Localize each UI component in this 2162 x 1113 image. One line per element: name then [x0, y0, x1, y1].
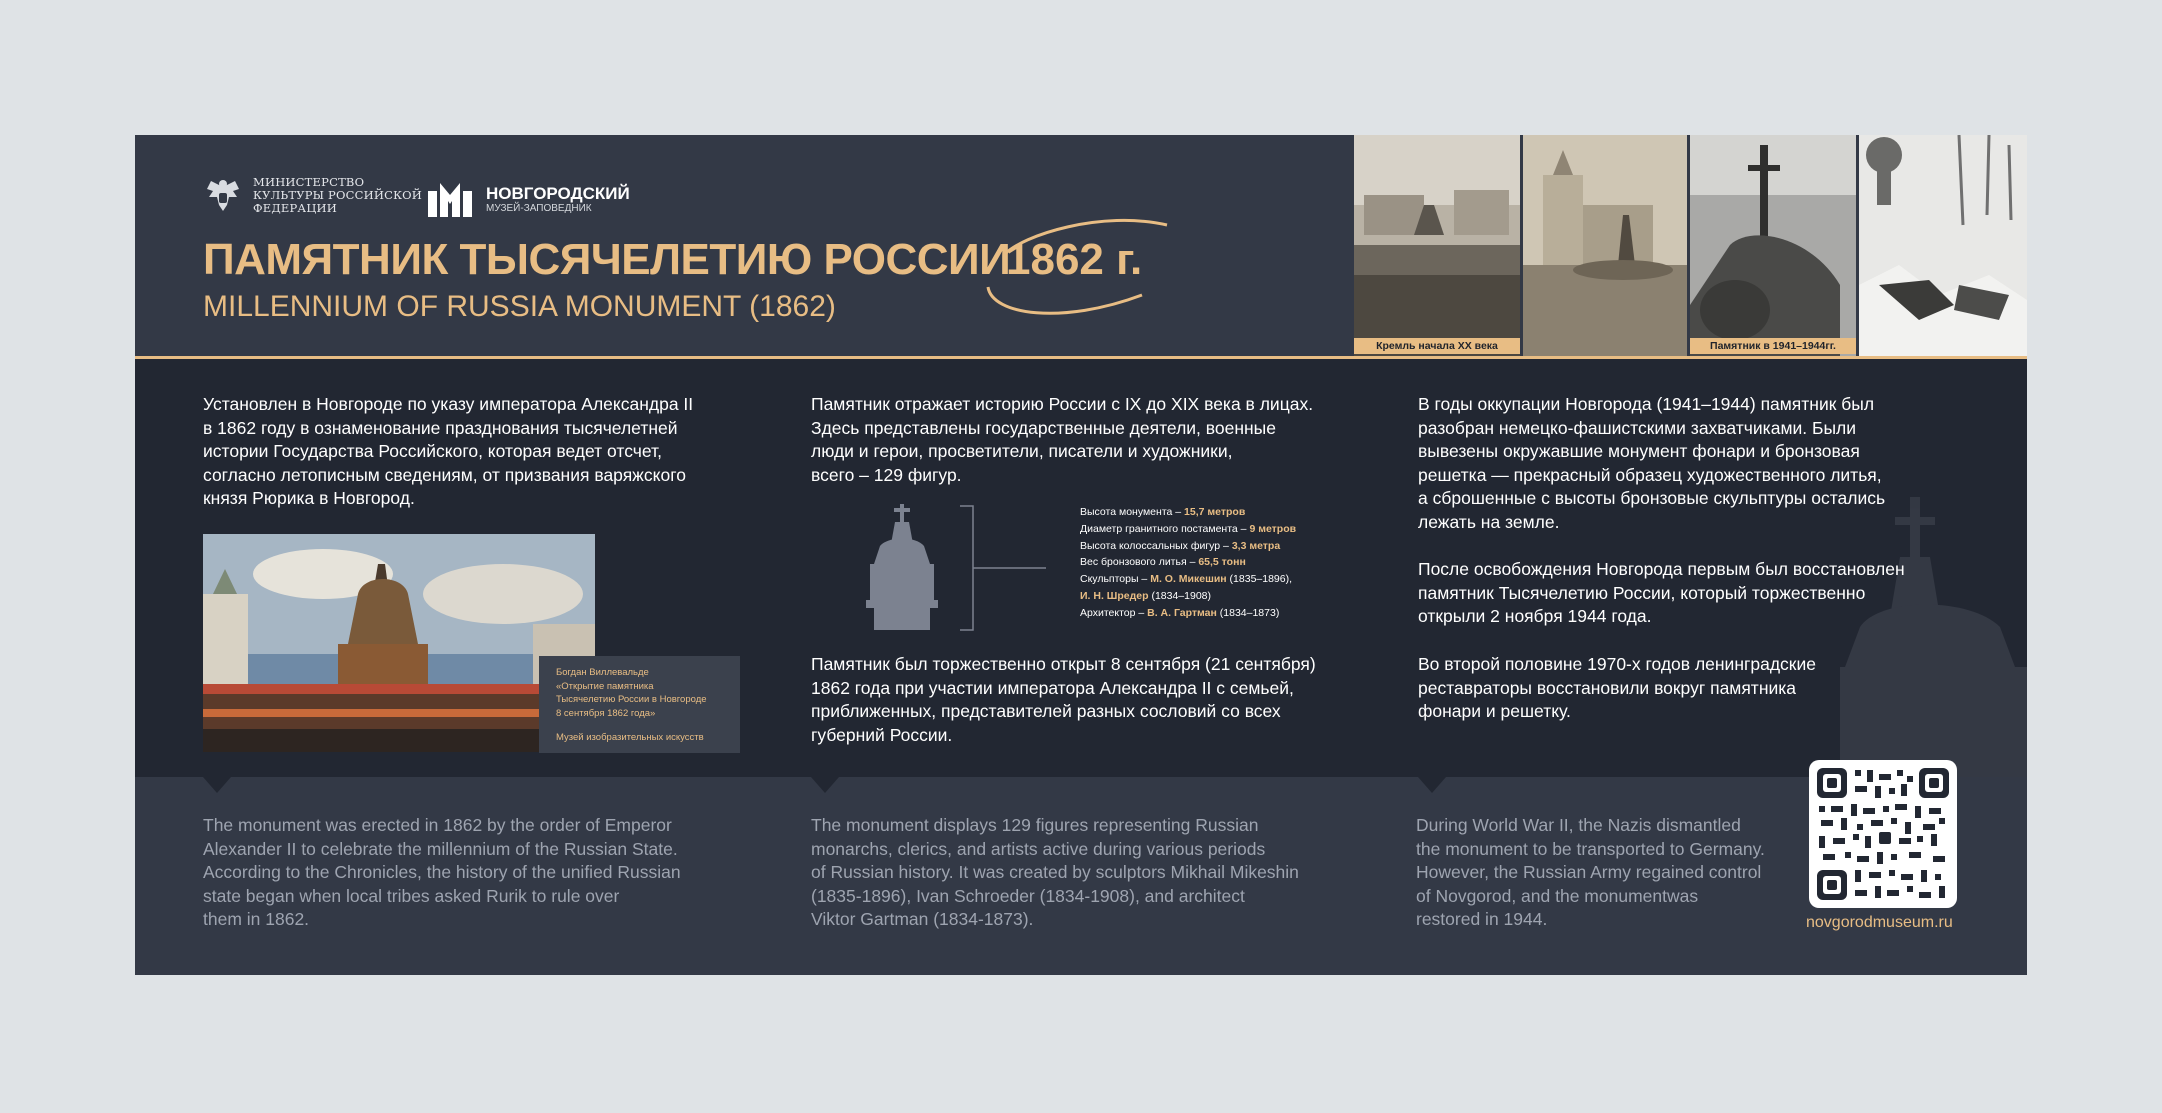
- band-notch: [811, 777, 839, 793]
- col1-ru-text: Установлен в Новгороде по указу императора Александра II в 1862 году в ознаменование празднования тысячелетней истории Государства Российского, которая ведет отсчет, согласно летописным сведениям, от призвания варяжского князя Рюрика в Новгород.: [203, 394, 694, 508]
- painting-caption-museum: Музей изобразительных искусств: [556, 732, 704, 743]
- monument-stats-list: [1080, 504, 1296, 622]
- col3-ru-text-p2: После освобождения Новгорода первым был восстановлен памятник Тысячелетию России, который торжественно открыли 2 ноября 1944 года.: [1418, 559, 1905, 626]
- header-band: [135, 135, 2027, 357]
- photo-kremlin-early-20c: [1354, 135, 1520, 356]
- col2-ru-text-top: Памятник отражает историю России с IX до XIX века в лицах. Здесь представлены государственные деятели, военные люди и герои, просветители, писатели и художники, всего – 129 фигур.: [811, 394, 1314, 485]
- photo-caption-1941: Памятник в 1941–1944гг.: [1690, 338, 1856, 354]
- stat-line: Скульпторы – М. О. Микешин (1835–1896),: [1080, 573, 1293, 586]
- page-title-ru: ПАМЯТНИК ТЫСЯЧЕЛЕТИЮ РОССИИ: [203, 235, 1011, 284]
- page-title-en: MILLENNIUM OF RUSSIA MONUMENT (1862): [203, 290, 836, 323]
- stat-line: И. Н. Шредер (1834–1908): [1080, 589, 1211, 602]
- museum-url-link[interactable]: novgorodmuseum.ru: [1806, 914, 1953, 931]
- painting-caption-title: Богдан Виллевальде «Открытие памятника Тысячелетию России в Новгороде 8 сентября 1862 года»: [556, 667, 707, 719]
- stat-line: Диаметр гранитного постамента – 9 метров: [1080, 522, 1297, 535]
- photo-caption-kremlin: Кремль начала XX века: [1354, 338, 1520, 354]
- painting-caption: [539, 656, 740, 753]
- museum-name: НОВГОРОДСКИЙ: [486, 184, 630, 203]
- museum-subtitle: МУЗЕЙ-ЗАПОВЕДНИК: [486, 203, 592, 214]
- museum-mark-icon: [428, 183, 472, 217]
- band-notch: [203, 777, 231, 793]
- painting-opening-monument: [203, 534, 595, 752]
- photo-dismantled-sculptures: [1859, 135, 2027, 356]
- col3-en-text: During World War II, the Nazis dismantled the monument to be transported to Germany. However, the Russian Army regained control of Novgorod, and the monumentwas restored in 1944.: [1416, 815, 1765, 929]
- col2-en-text: The monument displays 129 figures representing Russian monarchs, clerics, and artists active during various periods of Russian history. It was created by sculptors Mikhail Mikeshin (1835-1896), Ivan Schroeder (1834-1908), and architect Viktor Gartman (1834-1873).: [811, 815, 1299, 929]
- header-divider: [135, 356, 2027, 359]
- col3-ru-text-p3: Во второй половине 1970-х годов ленинградские реставраторы восстановили вокруг памятника фонари и решетку.: [1418, 654, 1816, 721]
- col3-ru-text-p1: В годы оккупации Новгорода (1941–1944) памятник был разобран немецко-фашистскими захватчиками. Были вывезены окружавшие монумент фонари и бронзовая решетка — прекрасный образец художественного литья, а сброшенные с высоты бронзовые скульптуры остались лежать на земле.: [1418, 394, 1886, 532]
- stat-line: Архитектор – В. А. Гартман (1834–1873): [1080, 606, 1280, 619]
- exhibit-board: [135, 135, 2027, 975]
- photo-monument-1941-1944: [1690, 135, 1856, 356]
- ministry-name: МИНИСТЕРСТВО КУЛЬТУРЫ РОССИЙСКОЙ ФЕДЕРАЦИИ: [253, 174, 423, 215]
- stat-line: Вес бронзового литья – 65,5 тонн: [1080, 556, 1246, 569]
- stat-line: Высота монумента – 15,7 метров: [1080, 506, 1246, 518]
- qr-pattern: [1815, 766, 1951, 902]
- col2-ru-text-bottom: Памятник был торжественно открыт 8 сентября (21 сентября) 1862 года при участии императора Александра II с семьей, приближенных, представителей разных сословий со всех губерний России.: [811, 654, 1316, 745]
- qr-code[interactable]: [1809, 760, 1957, 908]
- museum-logo: [428, 183, 630, 217]
- monument-diagram: [860, 504, 1095, 634]
- page-title-year: 1862 г.: [1006, 235, 1143, 284]
- coat-of-arms-icon: [203, 175, 243, 215]
- photo-monument-square: [1523, 135, 1687, 356]
- band-notch: [1418, 777, 1446, 793]
- ministry-logo: [203, 175, 433, 215]
- stat-line: Высота колоссальных фигур – 3,3 метра: [1080, 539, 1281, 552]
- col1-en-text: The monument was erected in 1862 by the order of Emperor Alexander II to celebrate the millennium of the Russian State. According to the Chronicles, the history of the unified Russian state began when local tribes asked Rurik to rule over them in 1862.: [203, 815, 681, 929]
